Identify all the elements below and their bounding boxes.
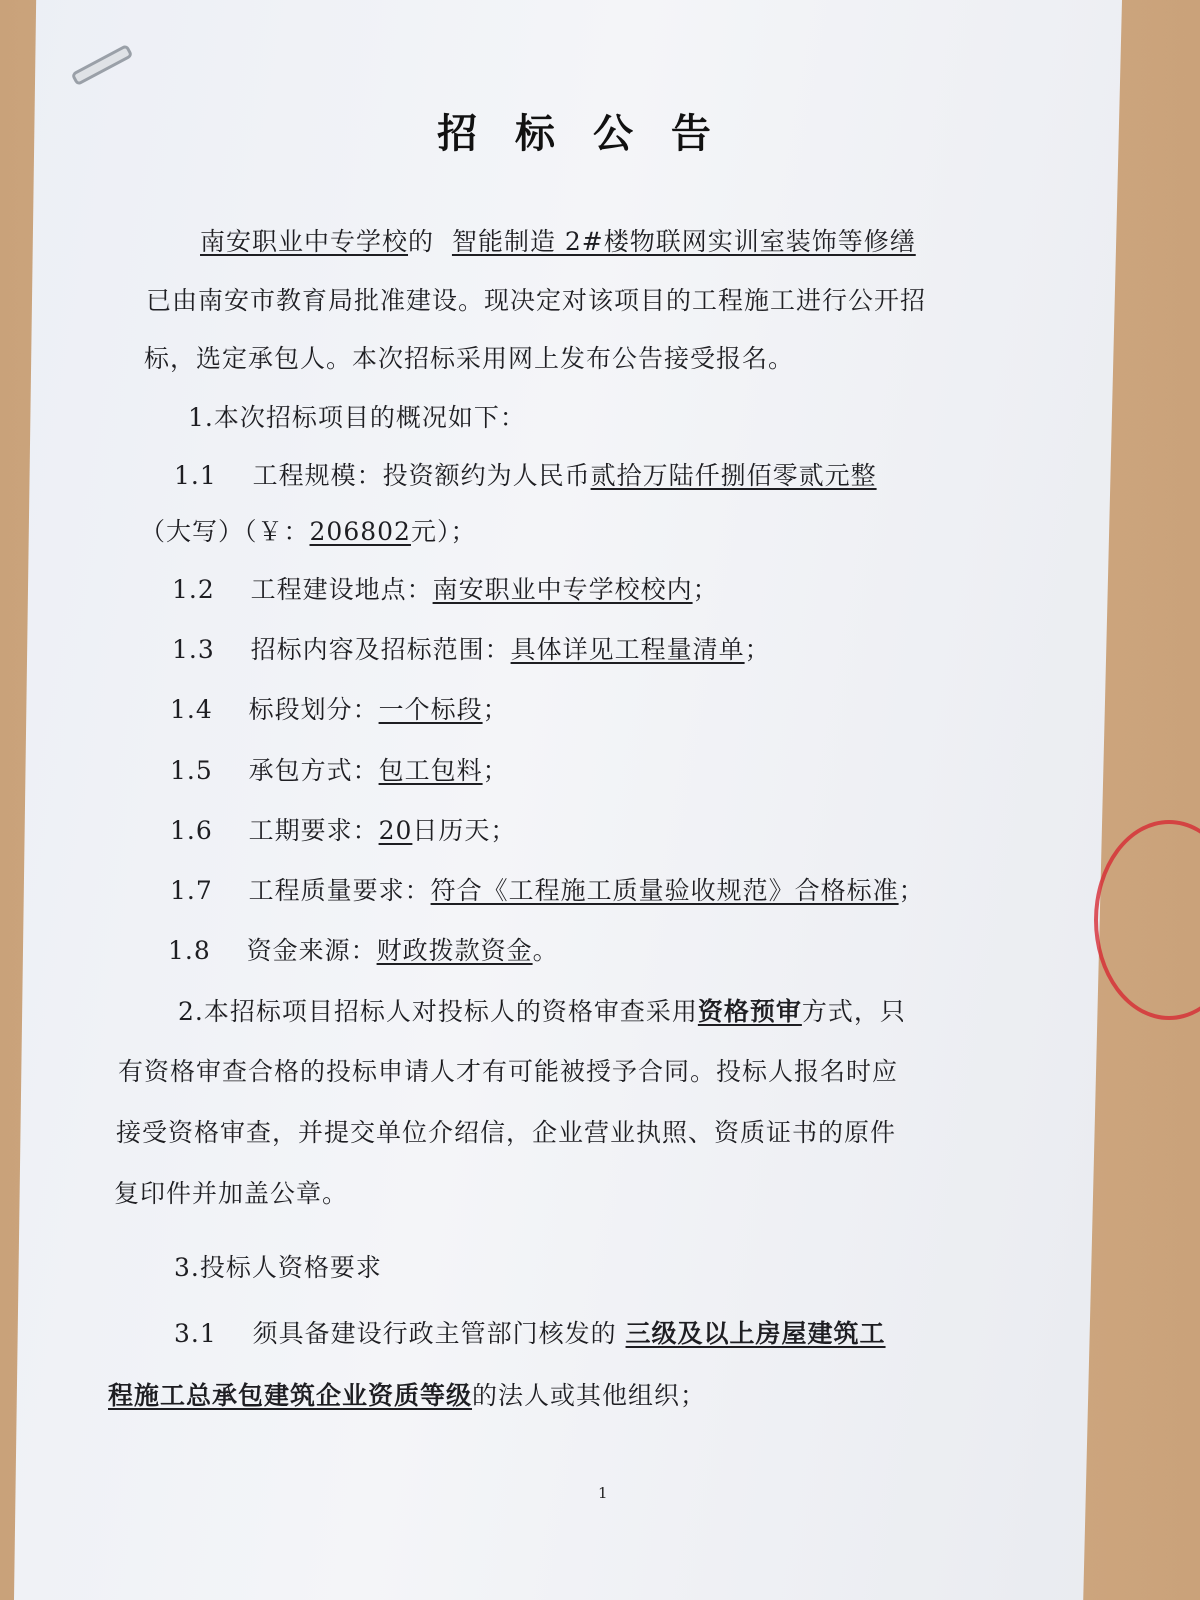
amount-in-words: 贰拾万陆仟捌佰零贰元整 [590, 461, 877, 490]
item-3-1-cont: 程施工总承包建筑企业资质等级的法人或其他组织； [108, 1381, 707, 1410]
intro-line-2: 已由南安市教育局批准建设。现决定对该项目的工程施工进行公开招 [146, 286, 927, 315]
item-1-1-cont: （大写）（￥：206802元）； [140, 517, 477, 546]
item-1-7: 1.7 工程质量要求：符合《工程施工质量验收规范》合格标准； [170, 876, 925, 905]
document-title: 招 标 公 告 [437, 110, 723, 157]
item-1-4: 1.4 标段划分：一个标段； [170, 695, 509, 724]
section-2-line-1: 2.本招标项目招标人对投标人的资格审查采用资格预审方式，只 [178, 997, 906, 1026]
item-1-5: 1.5 承包方式：包工包料； [170, 756, 509, 785]
item-1-2: 1.2 工程建设地点：南安职业中专学校校内； [172, 575, 719, 604]
school-name: 南安职业中专学校 [200, 227, 409, 256]
section-2-line-2: 有资格审查合格的投标申请人才有可能被授予合同。投标人报名时应 [118, 1057, 899, 1086]
item-1-1: 1.1 工程规模：投资额约为人民币贰拾万陆仟捌佰零贰元整 [174, 461, 877, 490]
project-name: 智能制造 2#楼物联网实训室装饰等修缮 [451, 227, 916, 256]
intro-line-1: 南安职业中专学校的 智能制造 2#楼物联网实训室装饰等修缮 [200, 227, 916, 256]
prequalification-term: 资格预审 [697, 997, 802, 1026]
intro-line-3: 标，选定承包人。本次招标采用网上发布公告接受报名。 [144, 344, 795, 373]
section-2-line-3: 接受资格审查，并提交单位介绍信，企业营业执照、资质证书的原件 [116, 1118, 897, 1147]
amount-number: 206802 [309, 517, 411, 546]
official-seal-stamp [1094, 820, 1200, 1020]
section-1-heading: 1.本次招标项目的概况如下： [188, 403, 526, 432]
item-1-8: 1.8 资金来源：财政拨款资金。 [168, 936, 559, 965]
section-3-heading: 3.投标人资格要求 [174, 1253, 382, 1282]
section-2-line-4: 复印件并加盖公章。 [114, 1179, 349, 1208]
item-1-6: 1.6 工期要求：20日历天； [170, 816, 517, 845]
page-number: 1 [598, 1484, 608, 1502]
item-1-3: 1.3 招标内容及招标范围：具体详见工程量清单； [172, 635, 771, 664]
item-3-1: 3.1 须具备建设行政主管部门核发的 三级及以上房屋建筑工 [174, 1319, 886, 1348]
qualification-requirement: 三级及以上房屋建筑工 [625, 1319, 886, 1348]
